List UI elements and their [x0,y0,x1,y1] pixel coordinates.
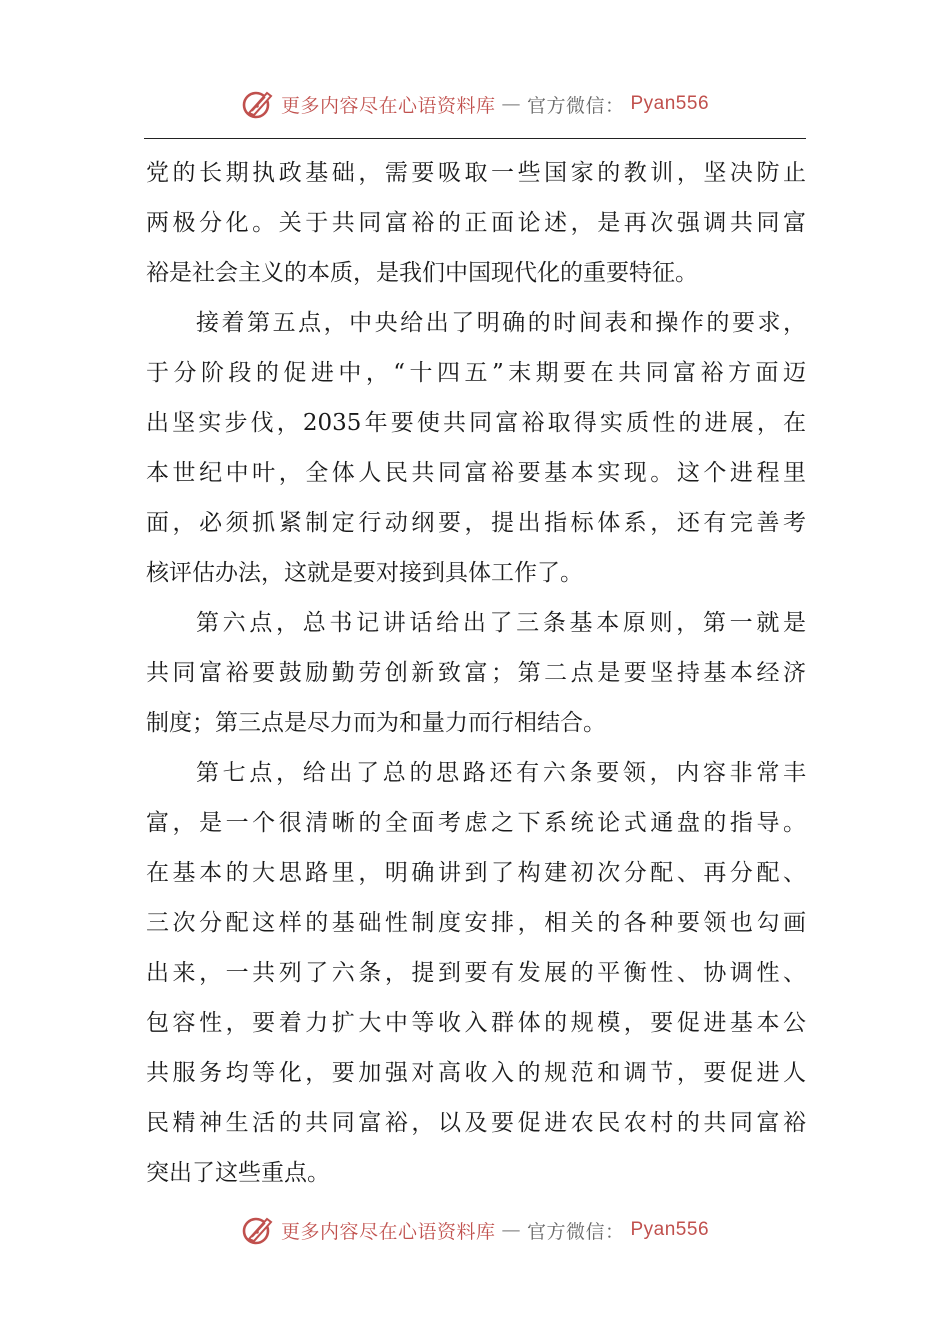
watermark-account-id: Pyan556 [630,93,710,114]
header-watermark-banner [0,84,950,124]
text-line: 民精神生活的共同富裕，以及要促进农民农村的共同富裕 [146,1110,806,1136]
text-line: 接着第五点，中央给出了明确的时间表和操作的要求， [196,310,806,336]
text-line: 第六点，总书记讲话给出了三条基本原则，第一就是 [196,610,806,636]
watermark-channel-label: 官方微信： [526,94,625,117]
watermark-brand-text: 更多内容尽在心语资料库 [280,1220,496,1243]
pen-nib-logo-icon [241,87,275,121]
text-line: 富，是一个很清晰的全面考虑之下系统论式通盘的指导。 [146,810,806,836]
pen-nib-logo-icon [241,1213,275,1247]
text-line: 包容性，要着力扩大中等收入群体的规模，要促进基本公 [146,1010,806,1036]
text-line: 面，必须抓紧制定行动纲要，提出指标体系，还有完善考 [146,510,806,536]
text-line: 核评估办法，这就是要对接到具体工作了。 [146,560,583,586]
header-divider-rule [144,138,806,139]
watermark-brand-text: 更多内容尽在心语资料库 [280,94,496,117]
watermark-separator: — [501,1219,521,1241]
footer-watermark-banner [0,1210,950,1250]
text-line: 出来，一共列了六条，提到要有发展的平衡性、协调性、 [146,960,806,986]
document-body [146,148,806,1198]
watermark-account-id: Pyan556 [630,1219,710,1240]
text-line: 党的长期执政基础，需要吸取一些国家的教训，坚决防止 [146,160,806,186]
text-line: 制度；第三点是尽力而为和量力而行相结合。 [146,710,606,736]
watermark-separator: — [501,93,521,115]
text-line: 两极分化。关于共同富裕的正面论述，是再次强调共同富 [146,210,806,236]
text-line: 共同富裕要鼓励勤劳创新致富；第二点是要坚持基本经济 [146,660,806,686]
text-line: 出坚实步伐，2035年要使共同富裕取得实质性的进展，在 [146,410,806,436]
text-line: 第七点，给出了总的思路还有六条要领，内容非常丰 [196,760,806,786]
text-line: 共服务均等化，要加强对高收入的规范和调节，要促进人 [146,1060,806,1086]
watermark-channel-label: 官方微信： [526,1220,625,1243]
text-line: 在基本的大思路里，明确讲到了构建初次分配、再分配、 [146,860,806,886]
text-line: 突出了这些重点。 [146,1160,330,1186]
text-line: 于分阶段的促进中，“十四五”末期要在共同富裕方面迈 [146,360,806,386]
text-line: 本世纪中叶，全体人民共同富裕要基本实现。这个进程里 [146,460,806,486]
text-line: 三次分配这样的基础性制度安排，相关的各种要领也勾画 [146,910,806,936]
text-line: 裕是社会主义的本质，是我们中国现代化的重要特征。 [146,260,698,286]
